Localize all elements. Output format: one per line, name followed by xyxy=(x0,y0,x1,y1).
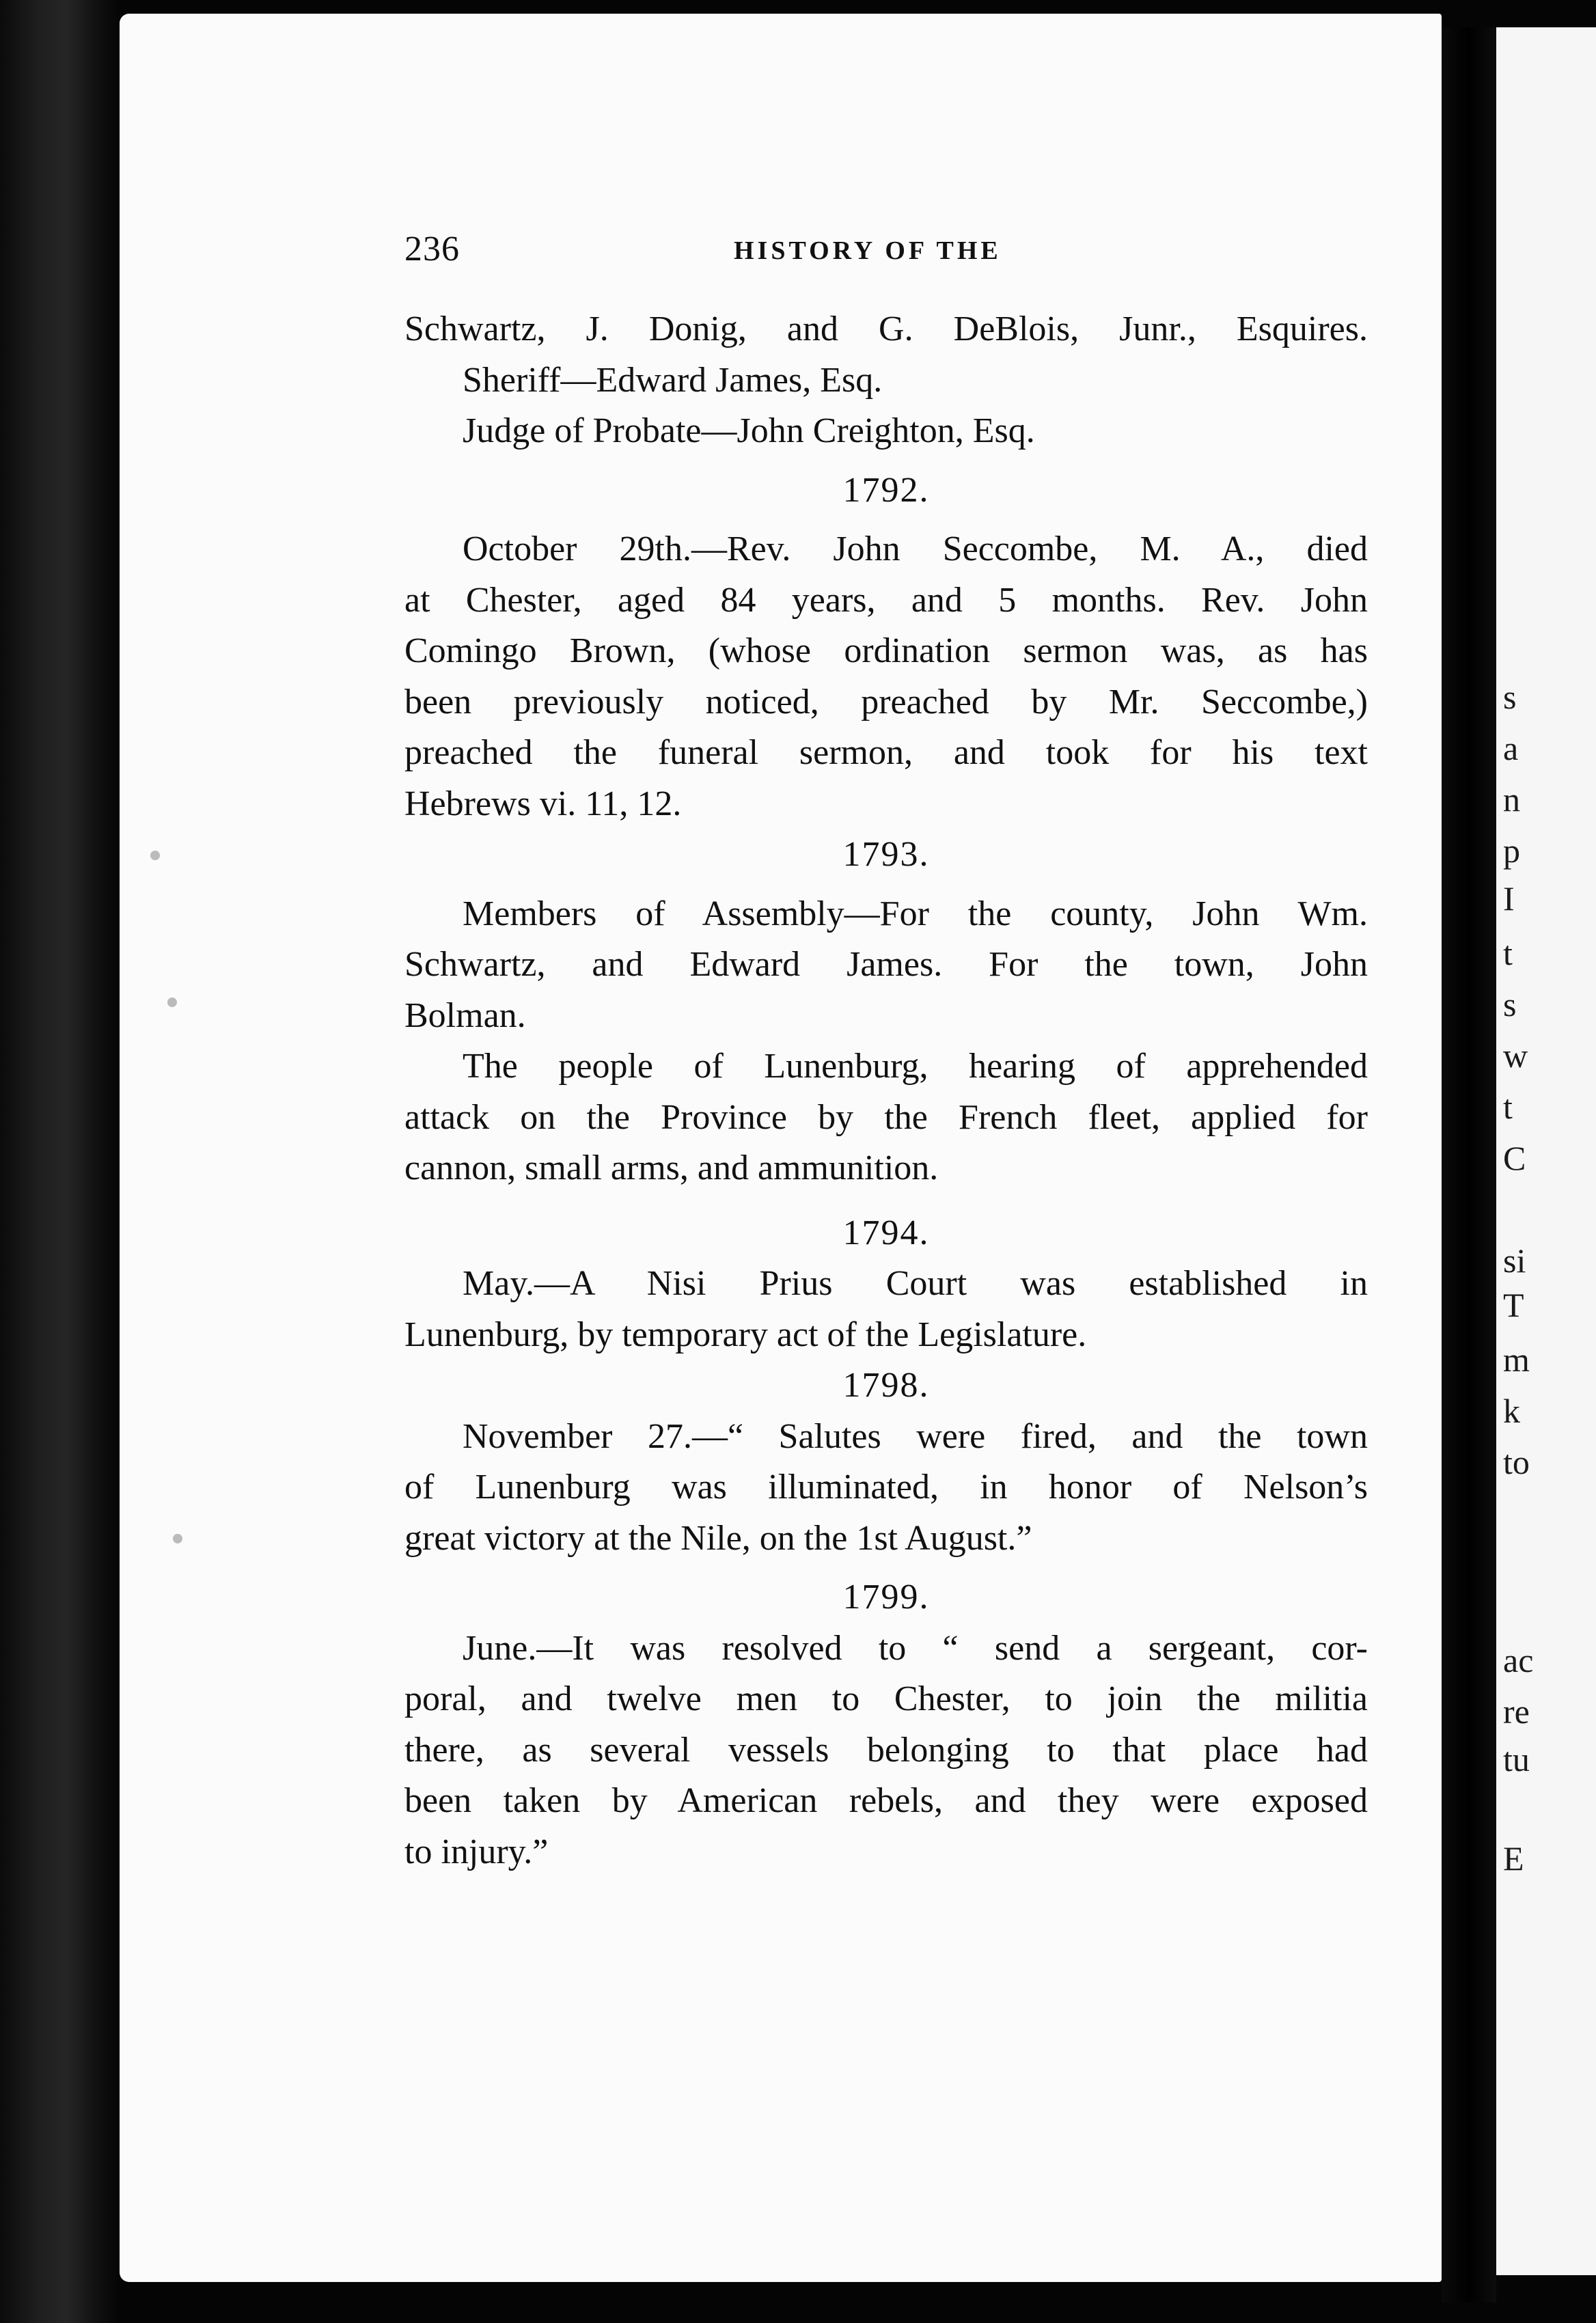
body-line: to injury.” xyxy=(404,1832,549,1871)
body-line: The people of Lunenburg, hearing of apprehended xyxy=(463,1047,1368,1086)
body-line: preached the funeral sermon, and took for his text xyxy=(404,733,1368,772)
facing-page-fragment: k xyxy=(1503,1392,1520,1430)
facing-page-fragment: C xyxy=(1503,1139,1526,1177)
page-header xyxy=(404,229,1368,270)
body-line: at Chester, aged 84 years, and 5 months. Rev. John xyxy=(404,580,1368,620)
body-line: of Lunenburg was illuminated, in honor of Nelson’s xyxy=(404,1468,1368,1507)
body-line: been previously noticed, preached by Mr. Seccombe,) xyxy=(404,682,1368,721)
facing-page-fragment: n xyxy=(1503,780,1520,819)
body-line: Members of Assembly—For the county, John Wm. xyxy=(463,894,1368,933)
facing-page-fragment: p xyxy=(1503,831,1520,870)
facing-page-fragment: re xyxy=(1503,1692,1530,1731)
body-line: Comingo Brown, (whose ordination sermon was, as has xyxy=(404,631,1368,670)
body-line: Schwartz, J. Donig, and G. DeBlois, Junr., Esquires. xyxy=(404,310,1368,348)
body-line: Hebrews vi. 11, 12. xyxy=(404,784,682,823)
year-heading: 1793. xyxy=(842,835,930,874)
facing-page-fragment: E xyxy=(1503,1839,1524,1878)
facing-page-fragment: ac xyxy=(1503,1641,1534,1679)
body-line: Lunenburg, by temporary act of the Legislature. xyxy=(404,1315,1087,1354)
facing-page-fragment: w xyxy=(1503,1036,1528,1075)
body-line: November 27.—“ Salutes were fired, and the town xyxy=(463,1416,1368,1456)
body-line: Bolman. xyxy=(404,995,526,1035)
facing-page-fragment: t xyxy=(1503,1088,1513,1126)
facing-page-fragment: I xyxy=(1503,879,1515,918)
facing-page-fragment: si xyxy=(1503,1241,1526,1280)
body-line: attack on the Province by the French fleet, applied for xyxy=(404,1097,1368,1137)
book-gutter xyxy=(1442,27,1496,2303)
page-speck xyxy=(173,1534,182,1543)
year-heading: 1792. xyxy=(842,470,930,510)
facing-page-fragment: to xyxy=(1503,1443,1530,1481)
body-line: cannon, small arms, and ammunition. xyxy=(404,1149,939,1187)
page-speck xyxy=(150,851,160,860)
body-line: there, as several vessels belonging to that place had xyxy=(404,1730,1368,1770)
year-heading: 1794. xyxy=(842,1213,930,1252)
page-number: 236 xyxy=(404,230,460,269)
page-body xyxy=(404,304,1368,1878)
body-line: Sheriff—Edward James, Esq. xyxy=(463,360,883,400)
page-speck xyxy=(167,998,177,1007)
facing-page-fragment: s xyxy=(1503,985,1517,1023)
year-heading: 1798. xyxy=(842,1366,930,1405)
body-line: May.—A Nisi Prius Court was established in xyxy=(463,1264,1368,1303)
body-line: October 29th.—Rev. John Seccombe, M. A., died xyxy=(463,530,1368,568)
body-line: June.—It was resolved to “ send a sergeant, cor- xyxy=(463,1628,1368,1668)
facing-page-fragment: T xyxy=(1503,1286,1524,1324)
facing-page-fragment: a xyxy=(1503,729,1519,767)
body-line: been taken by American rebels, and they were exposed xyxy=(404,1781,1368,1820)
running-head: HISTORY OF THE xyxy=(734,236,1002,265)
body-line: poral, and twelve men to Chester, to join the militia xyxy=(404,1679,1368,1718)
body-line: Schwartz, and Edward James. For the town, John xyxy=(404,945,1368,984)
facing-page xyxy=(1496,27,1596,2275)
facing-page-fragment: t xyxy=(1503,934,1513,972)
book-edge xyxy=(0,0,120,2323)
facing-page-fragment: s xyxy=(1503,678,1517,716)
facing-page-fragment: m xyxy=(1503,1341,1530,1379)
body-line: great victory at the Nile, on the 1st August.” xyxy=(404,1518,1032,1558)
year-heading: 1799. xyxy=(842,1578,930,1617)
body-line: Judge of Probate—John Creighton, Esq. xyxy=(463,411,1035,450)
facing-page-fragment: tu xyxy=(1503,1740,1530,1778)
